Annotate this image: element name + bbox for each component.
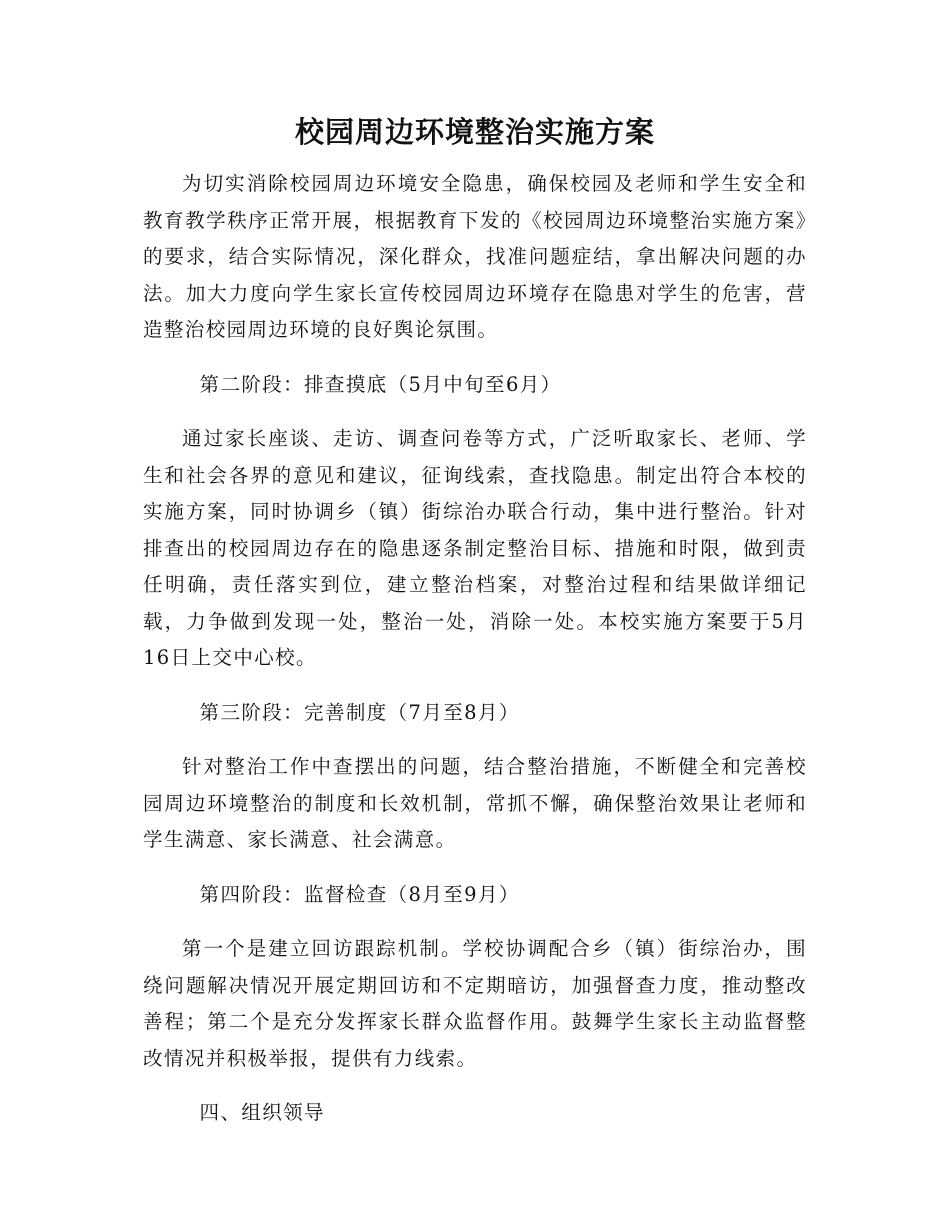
document-title: 校园周边环境整治实施方案	[294, 115, 655, 149]
document-body	[143, 166, 807, 1150]
paragraph-stage-2: 通过家长座谈、走访、调查问卷等方式，广泛听取家长、老师、学生和社会各界的意见和建议，征询线索，查找隐患。制定出符合本校的实施方案，同时协调乡（镇）街综治办联合行动，集中进行整治。针对排查出的校园周边存在的隐患逐条制定整治目标、措施和时限，做到责任明确，责任落实到位，建立整治档案，对整治过程和结果做详细记载，力争做到发现一处，整治一处，消除一处。本校实施方案要于5月16日上交中心校。	[143, 427, 807, 669]
section-heading-stage-4: 第四阶段：监督检查（8月至9月）	[199, 882, 520, 906]
section-heading-organization: 四、组织领导	[199, 1101, 325, 1124]
paragraph-intro: 为切实消除校园周边环境安全隐患，确保校园及老师和学生安全和教育教学秩序正常开展，根据教育下发的《校园周边环境整治实施方案》的要求，结合实际情况，深化群众，找准问题症结，拿出解决问题的办法。加大力度向学生家长宣传校园周边环境存在隐患对学生的危害，营造整治校园周边环境的良好舆论氛围。	[143, 172, 807, 341]
section-heading-stage-2: 第二阶段：排查摸底（5月中旬至6月）	[199, 372, 562, 396]
section-heading-stage-3: 第三阶段：完善制度（7月至8月）	[199, 700, 520, 724]
paragraph-stage-3: 针对整治工作中查摆出的问题，结合整治措施，不断健全和完善校园周边环境整治的制度和长效机制，常抓不懈，确保整治效果让老师和学生满意、家长满意、社会满意。	[143, 755, 807, 851]
paragraph-stage-4: 第一个是建立回访跟踪机制。学校协调配合乡（镇）街综治办，围绕问题解决情况开展定期回访和不定期暗访，加强督查力度，推动整改善程；第二个是充分发挥家长群众监督作用。鼓舞学生家长主动监督整改情况并积极举报，提供有力线索。	[143, 937, 807, 1070]
